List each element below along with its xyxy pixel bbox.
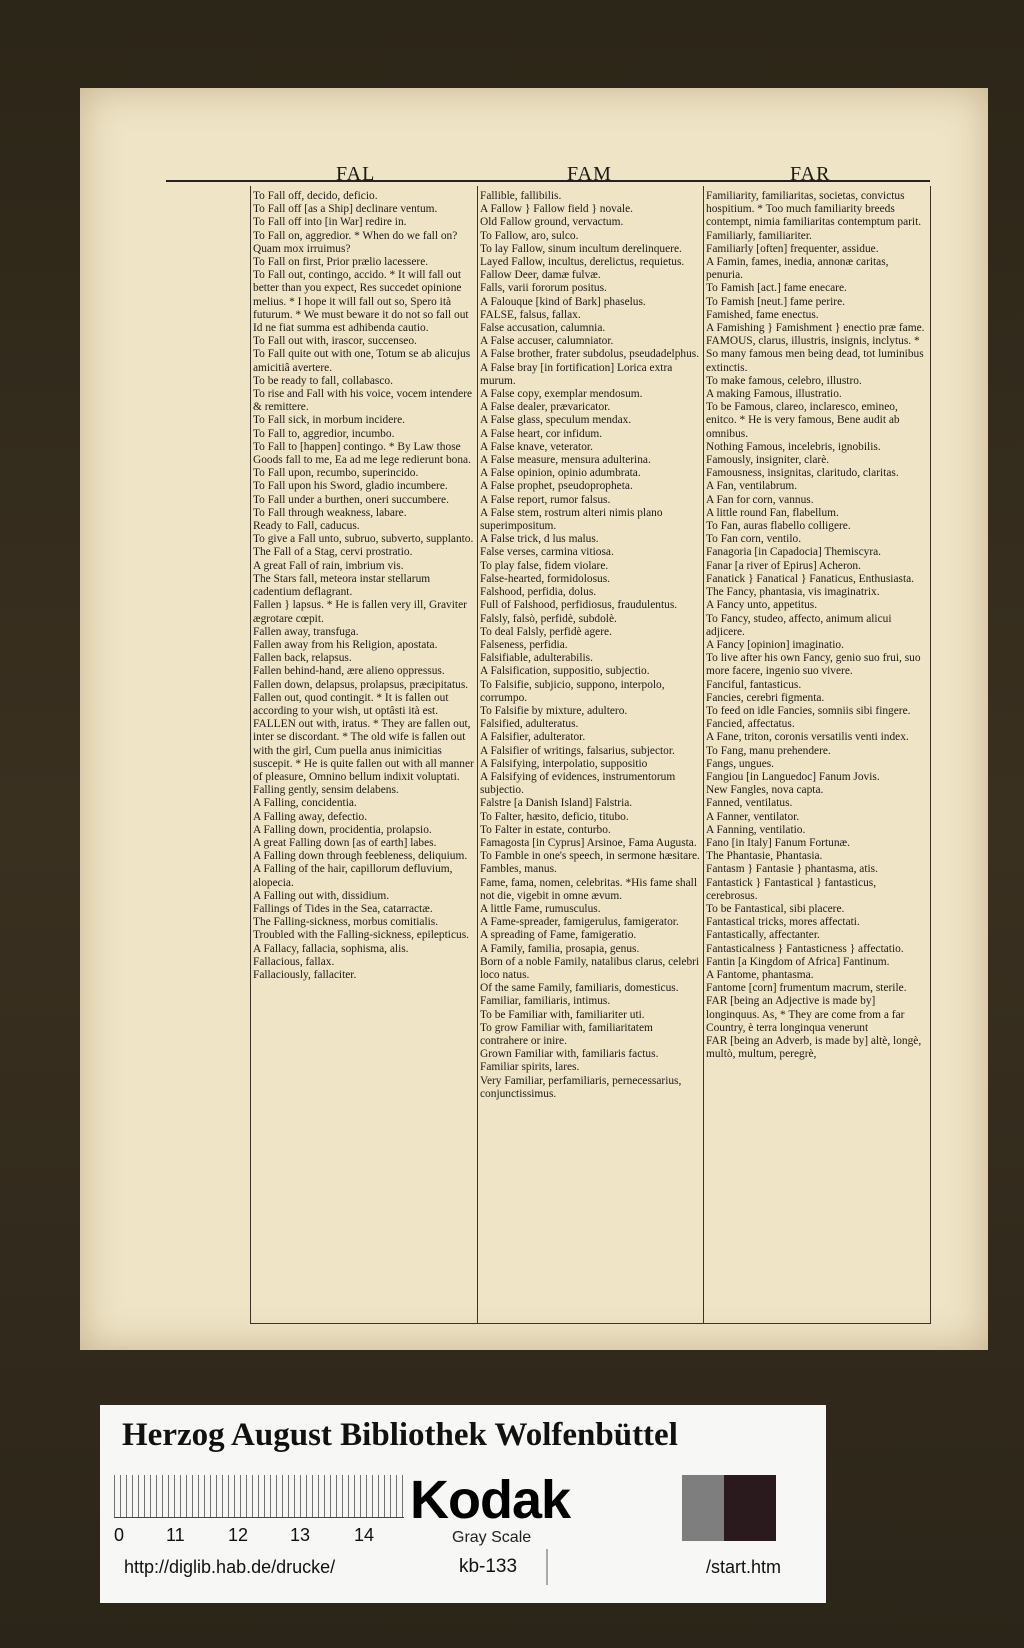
column-rule — [930, 186, 931, 1324]
dictionary-entry: The Fall of a Stag, cervi prostratio. — [253, 546, 413, 559]
dictionary-entry: Falling gently, sensim delabens. — [253, 784, 399, 797]
dictionary-entry: Fantin [a Kingdom of Africa] Fantinum. — [706, 955, 890, 968]
dictionary-entry: A Falling out with, dissidium. — [253, 889, 390, 902]
dictionary-entry: Fallacious, fallax. — [253, 955, 335, 968]
dictionary-entry: Fanned, ventilatus. — [706, 797, 793, 810]
dictionary-entry: To be ready to fall, collabasco. — [253, 374, 393, 387]
dictionary-entry: Fantome [corn] frumentum macrum, sterile. — [706, 982, 907, 995]
dictionary-entry: Nothing Famous, incelebris, ignobilis. — [706, 440, 881, 453]
dictionary-entry: Familiar, familiaris, intimus. — [480, 995, 611, 1008]
dictionary-entry: The Phantasie, Phantasia. — [706, 850, 823, 863]
dictionary-entry: A False opinion, opinio adumbrata. — [480, 467, 641, 480]
dictionary-entry: FALSE, falsus, fallax. — [480, 308, 581, 321]
dictionary-entry: To Fall to [happen] contingo. * By Law those Goods fall to me, Ea ad me lege redierunt bona. — [253, 440, 471, 467]
dictionary-entry: The Falling-sickness, morbus comitialis. — [253, 916, 439, 929]
dictionary-entry: A Family, familia, prosapia, genus. — [480, 942, 640, 955]
dictionary-entry: Layed Fallow, incultus, derelictus, requietus. — [480, 256, 685, 269]
dictionary-entry: To Fallow, aro, sulco. — [480, 229, 579, 242]
dictionary-entry: Falseness, perfidia. — [480, 638, 568, 651]
dictionary-entry: To Famish [neut.] fame perire. — [706, 295, 846, 308]
dictionary-entry: A Falling, concidentia. — [253, 797, 357, 810]
dictionary-entry: To Fall on, aggredior. * When do we fall on? Quam mox irruimus? — [253, 229, 458, 255]
dictionary-entry: A False dealer, prævaricator. — [480, 401, 611, 414]
header-fam: FAM — [567, 163, 612, 185]
dictionary-entry: Fallen out, quod contingit. * It is fallen out according to your wish, ut optâsti ità est. — [253, 691, 449, 717]
dictionary-entry: A Fan for corn, vannus. — [706, 493, 814, 506]
dictionary-entry: Fanatick } Fanatical } Fanaticus, Enthusiasta. — [706, 572, 915, 585]
dictionary-entry: Fangiou [in Languedoc] Fanum Jovis. — [706, 770, 880, 783]
header-far: FAR — [790, 163, 831, 185]
dictionary-entry: To lay Fallow, sinum incultum derelinquere. — [480, 242, 682, 255]
ruler-label: 0 — [114, 1525, 125, 1545]
dictionary-entry: Fanar [a river of Epirus] Acheron. — [706, 559, 861, 572]
dictionary-entry: A spreading of Fame, famigeratio. — [480, 929, 637, 942]
library-title: Herzog August Bibliothek Wolfenbüttel — [122, 1417, 678, 1453]
dictionary-entry: A False accuser, calumniator. — [480, 335, 614, 348]
dictionary-entry: Fantastical tricks, mores affectati. — [706, 916, 860, 929]
column-rule — [250, 186, 251, 1324]
dictionary-entry: A False prophet, pseudopropheta. — [480, 480, 633, 493]
dictionary-entry: A Fane, triton, coronis versatilis venti index. — [706, 731, 909, 744]
bottom-rule — [250, 1323, 930, 1324]
dictionary-entry: FAMOUS, clarus, illustris, insignis, inclytus. * So many famous men being dead, tot luminibus extinctis. — [706, 335, 924, 374]
dictionary-entry: False verses, carmina vitiosa. — [480, 546, 614, 559]
dictionary-entry: A False trick, d lus malus. — [480, 533, 599, 546]
dictionary-entry: Fallen behind-hand, ære alieno oppressus. — [253, 665, 445, 678]
dictionary-entry: Troubled with the Falling-sickness, epilepticus. — [253, 929, 469, 942]
dictionary-entry: Familiarly, familiariter. — [706, 229, 812, 242]
dictionary-entry: To rise and Fall with his voice, vocem intendere & remittere. — [253, 388, 473, 414]
dictionary-entry: To play false, fidem violare. — [480, 559, 609, 572]
dictionary-entry: Old Fallow ground, vervactum. — [480, 216, 624, 229]
library-target-bar — [100, 1405, 826, 1603]
dictionary-entry: Fambles, manus. — [480, 863, 557, 876]
dictionary-entry: Familiar spirits, lares. — [480, 1061, 580, 1074]
header-rule — [166, 180, 930, 182]
dictionary-entry: To Fan, auras flabello colligere. — [706, 520, 851, 533]
dictionary-entry: A Falsifying of evidences, instrumentorum subjectio. — [480, 770, 676, 797]
dictionary-entry: A Fancy [opinion] imaginatio. — [706, 638, 844, 651]
dictionary-entry: Fallaciously, fallaciter. — [253, 968, 357, 981]
dictionary-entry: To Fall on first, Prior prælio lacessere. — [253, 256, 429, 269]
dictionary-entry: Fantasticalness } Fantasticness } affectatio. — [706, 942, 904, 955]
dictionary-entry: Fallings of Tides in the Sea, catarractæ. — [253, 902, 433, 915]
column-rule — [703, 186, 704, 1324]
dictionary-entry: A Falling down through feebleness, deliquium. — [253, 850, 468, 863]
dictionary-entry: A little round Fan, flabellum. — [706, 506, 839, 519]
dictionary-entry: To Fall through weakness, labare. — [253, 506, 407, 519]
dictionary-entry: To Fall upon, recumbo, superincido. — [253, 467, 419, 480]
dictionary-entry: Fanagoria [in Capadocia] Themiscyra. — [706, 546, 882, 559]
dictionary-entry: A making Famous, illustratio. — [706, 388, 842, 401]
dictionary-entry: Famagosta [in Cyprus] Arsinoe, Fama Augusta. — [480, 836, 697, 849]
gray-patch — [724, 1475, 776, 1541]
ruler-label: 12 — [228, 1525, 249, 1545]
dictionary-entry: A great Fall of rain, imbrium vis. — [253, 559, 404, 572]
dictionary-entry: To Fang, manu prehendere. — [706, 744, 831, 757]
header-fal: FAL — [336, 163, 376, 185]
dictionary-entry: A Fanning, ventilatio. — [706, 823, 806, 836]
dictionary-entry: A False heart, cor infidum. — [480, 427, 603, 440]
dictionary-entry: Fantasm } Fantasie } phantasma, atis. — [706, 863, 878, 876]
dictionary-entry: A Fancy unto, appetitus. — [706, 599, 818, 612]
dictionary-entry: A Famin, fames, inedia, annonæ caritas, penuria. — [706, 256, 889, 282]
dictionary-entry: To Falter, hæsito, deficio, titubo. — [480, 810, 629, 823]
dictionary-entry: To Falter in estate, conturbo. — [480, 823, 611, 836]
dictionary-entry: To Falsifie by mixture, adultero. — [480, 704, 628, 717]
ruler-scale — [114, 1475, 404, 1517]
dictionary-column-far — [706, 190, 928, 1061]
column-rule — [477, 186, 478, 1324]
dictionary-entry: Fancies, cerebri figmenta. — [706, 691, 825, 704]
dictionary-entry: A False brother, frater subdolus, pseudadelphus. — [480, 348, 700, 361]
kodak-logo: Kodak — [410, 1470, 571, 1530]
dictionary-entry: Familiarly [often] frequenter, assidue. — [706, 242, 879, 255]
dictionary-entry: A False glass, speculum mendax. — [480, 414, 632, 427]
dictionary-entry: Fantastick } Fantastical } fantasticus, cerebrosus. — [706, 876, 877, 902]
dictionary-entry: To be Familiar with, familiariter uti. — [480, 1008, 645, 1021]
dictionary-entry: A Falling down, procidentia, prolapsio. — [253, 823, 432, 836]
ruler-baseline — [114, 1517, 404, 1518]
dictionary-entry: Famousness, insignitas, claritudo, claritas. — [706, 467, 899, 480]
dictionary-entry: To Fancy, studeo, affecto, animum alicui adjicere. — [706, 612, 892, 638]
dictionary-entry: To Famish [act.] fame enecare. — [706, 282, 847, 295]
dictionary-entry: A Falling away, defectio. — [253, 810, 368, 823]
dictionary-entry: Falsly, falsò, perfidè, subdolè. — [480, 612, 617, 625]
url-link[interactable]: http://diglib.hab.de/drucke/ — [124, 1557, 336, 1577]
dictionary-entry: The Stars fall, meteora instar stellarum cadentium deflagrant. — [253, 572, 431, 599]
dictionary-entry: To Fall out with, irascor, succenseo. — [253, 335, 417, 348]
dictionary-column-fam — [480, 190, 702, 1101]
dictionary-entry: Falsifiable, adulterabilis. — [480, 652, 593, 665]
dictionary-entry: New Fangles, nova capta. — [706, 784, 824, 797]
dictionary-entry: Fallible, fallibilis. — [480, 190, 562, 202]
dictionary-entry: Fangs, ungues. — [706, 757, 775, 770]
dictionary-entry: Fame, fama, nomen, celebritas. *His fame shall not die, vigebit in omne ævum. — [480, 876, 697, 902]
dictionary-entry: Fano [in Italy] Fanum Fortunæ. — [706, 836, 850, 849]
ruler-label: 14 — [354, 1525, 375, 1545]
dictionary-entry: Famously, insigniter, clarè. — [706, 454, 830, 467]
dictionary-entry: A great Falling down [as of earth] labes. — [253, 836, 437, 849]
shelfmark-code: kb-133 — [430, 1549, 548, 1585]
dictionary-entry: A little Fame, rumusculus. — [480, 902, 601, 915]
dictionary-entry: To Fall quite out with one, Totum se ab alicujus amicitiâ avertere. — [253, 348, 471, 374]
dictionary-entry: Fallen away from his Religion, apostata. — [253, 638, 438, 651]
dictionary-entry: Of the same Family, familiaris, domesticus. — [480, 982, 679, 995]
dictionary-entry: FAR [being an Adverb, is made by] altè, longè, multò, multum, peregrè, — [706, 1035, 922, 1061]
dictionary-entry: Full of Falshood, perfidiosus, fraudulentus. — [480, 599, 678, 612]
dictionary-entry: Falshood, perfidia, dolus. — [480, 586, 597, 599]
dictionary-entry: To give a Fall unto, subruo, subverto, supplanto. — [253, 533, 474, 546]
dictionary-entry: False-hearted, formidolosus. — [480, 572, 611, 585]
dictionary-entry: To deal Falsly, perfidè agere. — [480, 625, 612, 638]
dictionary-entry: To be Famous, clareo, inclaresco, emineo, enitco. * He is very famous, Bene audit ab omnibus. — [706, 401, 900, 440]
dictionary-entry: Fancied, affectatus. — [706, 718, 795, 731]
dictionary-entry: To Fall upon his Sword, gladio incumbere. — [253, 480, 448, 493]
dictionary-entry: Ready to Fall, caducus. — [253, 520, 360, 533]
dictionary-entry: A Fanner, ventilator. — [706, 810, 800, 823]
dictionary-entry: A False bray [in fortification] Lorica extra murum. — [480, 361, 673, 387]
gray-patch — [682, 1475, 724, 1541]
dictionary-entry: Familiarity, familiaritas, societas, convictus hospitium. * Too much familiarity breeds contempt, nimia familiaritas contemptum parit. — [706, 190, 922, 229]
ruler-label: 11 — [166, 1525, 185, 1545]
ruler-label: 13 — [290, 1525, 311, 1545]
dictionary-entry: To Fall to, aggredior, incumbo. — [253, 427, 395, 440]
dictionary-entry: A Falsification, suppositio, subjectio. — [480, 665, 650, 678]
dictionary-entry: FALLEN out with, iratus. * They are fallen out, inter se discordant. * The old wife is fallen out with the girl, Cum puella anus inimicitias suscepit. * He is quite fallen out with all manner of pleasure, Omnino bellum indixit voluptati. — [253, 718, 474, 783]
dictionary-entry: Famished, fame enectus. — [706, 308, 819, 321]
dictionary-entry: A Fallow } Fallow field } novale. — [480, 203, 633, 216]
dictionary-entry: A Falsifier, adulterator. — [480, 731, 586, 744]
dictionary-entry: To live after his own Fancy, genio suo frui, suo more facere, ingenio suo vivere. — [706, 652, 921, 678]
dictionary-entry: The Fancy, phantasia, vis imaginatrix. — [706, 586, 880, 599]
dictionary-entry: A Fan, ventilabrum. — [706, 480, 798, 493]
dictionary-entry: To Fall sick, in morbum incidere. — [253, 414, 405, 427]
dictionary-entry: A Fantome, phantasma. — [706, 968, 814, 981]
dictionary-entry: Fallen back, relapsus. — [253, 652, 352, 665]
dictionary-entry: To Famble in one's speech, in sermone hæsitare. — [480, 850, 700, 863]
dictionary-entry: To make famous, celebro, illustro. — [706, 374, 862, 387]
dictionary-entry: Falls, varii fororum positus. — [480, 282, 607, 295]
dictionary-entry: Born of a noble Family, natalibus clarus, celebri loco natus. — [480, 955, 700, 981]
dictionary-entry: A False knave, veterator. — [480, 440, 593, 453]
dictionary-entry: To grow Familiar with, familiaritatem contrahere or inire. — [480, 1021, 653, 1047]
dictionary-entry: A False stem, rostrum alteri nimis plano superimpositum. — [480, 506, 663, 533]
dictionary-entry: Fallow Deer, damæ fulvæ. — [480, 269, 601, 282]
dictionary-entry: A Fallacy, fallacia, sophisma, alis. — [253, 942, 409, 955]
dictionary-entry: A False report, rumor falsus. — [480, 493, 611, 506]
dictionary-entry: Fantastically, affectanter. — [706, 929, 820, 942]
dictionary-entry: A Falling of the hair, capillorum defluvium, alopecia. — [253, 863, 453, 889]
dictionary-entry: A False copy, exemplar mendosum. — [480, 388, 643, 401]
dictionary-entry: False accusation, calumnia. — [480, 322, 606, 335]
start-link[interactable]: /start.htm — [706, 1557, 782, 1577]
dictionary-entry: FAR [being an Adjective is made by] longinquus. As, * They are come from a far Country, è terra longinqua venerunt — [706, 995, 905, 1034]
dictionary-entry: Fallen away, transfuga. — [253, 625, 359, 638]
gray-scale-label: Gray Scale — [452, 1529, 532, 1546]
dictionary-entry: A Fame-spreader, famigerulus, famigerator. — [480, 916, 679, 929]
dictionary-entry: A False measure, mensura adulterina. — [480, 454, 651, 467]
dictionary-column-fal — [253, 190, 475, 982]
dictionary-entry: To feed on idle Fancies, somniis sibi fingere. — [706, 704, 911, 717]
dictionary-entry: A Falsifying, interpolatio, suppositio — [480, 757, 648, 770]
dictionary-entry: To Fall off into [in War] redire in. — [253, 216, 407, 229]
dictionary-entry: To Fall off, decido, deficio. — [253, 190, 378, 202]
dictionary-entry: Falsified, adulteratus. — [480, 718, 579, 731]
dictionary-entry: A Famishing } Famishment } enectio præ fame. — [706, 322, 925, 335]
dictionary-entry: Very Familiar, perfamiliaris, pernecessarius, conjunctissimus. — [480, 1074, 682, 1100]
dictionary-entry: To Fall under a burthen, oneri succumbere. — [253, 493, 449, 506]
dictionary-entry: Fallen down, delapsus, prolapsus, præcipitatus. — [253, 678, 469, 691]
dictionary-entry: To Fall out, contingo, accido. * It will fall out better than you expect, Res succedet opinione melius. * I hope it will fall out so, Spero ità futurum. * We must beware it do not so fall out Id ne fiat summa est adhibenda cautio. — [253, 269, 469, 335]
dictionary-entry: Fanciful, fantasticus. — [706, 678, 802, 691]
dictionary-entry: To Fall off [as a Ship] declinare ventum. — [253, 203, 438, 216]
dictionary-entry: Falstre [a Danish Island] Falstria. — [480, 797, 633, 810]
dictionary-entry: To Falsifie, subjicio, suppono, interpolo, corrumpo. — [480, 678, 665, 704]
dictionary-entry: To be Fantastical, sibi placere. — [706, 902, 845, 915]
dictionary-entry: Fallen } lapsus. * He is fallen very ill, Graviter ægrotare cœpit. — [253, 599, 467, 625]
dictionary-entry: A Falsifier of writings, falsarius, subjector. — [480, 744, 675, 757]
dictionary-entry: To Fan corn, ventilo. — [706, 533, 802, 546]
dictionary-entry: A Falouque [kind of Bark] phaselus. — [480, 295, 646, 308]
dictionary-entry: Grown Familiar with, familiaris factus. — [480, 1048, 659, 1061]
